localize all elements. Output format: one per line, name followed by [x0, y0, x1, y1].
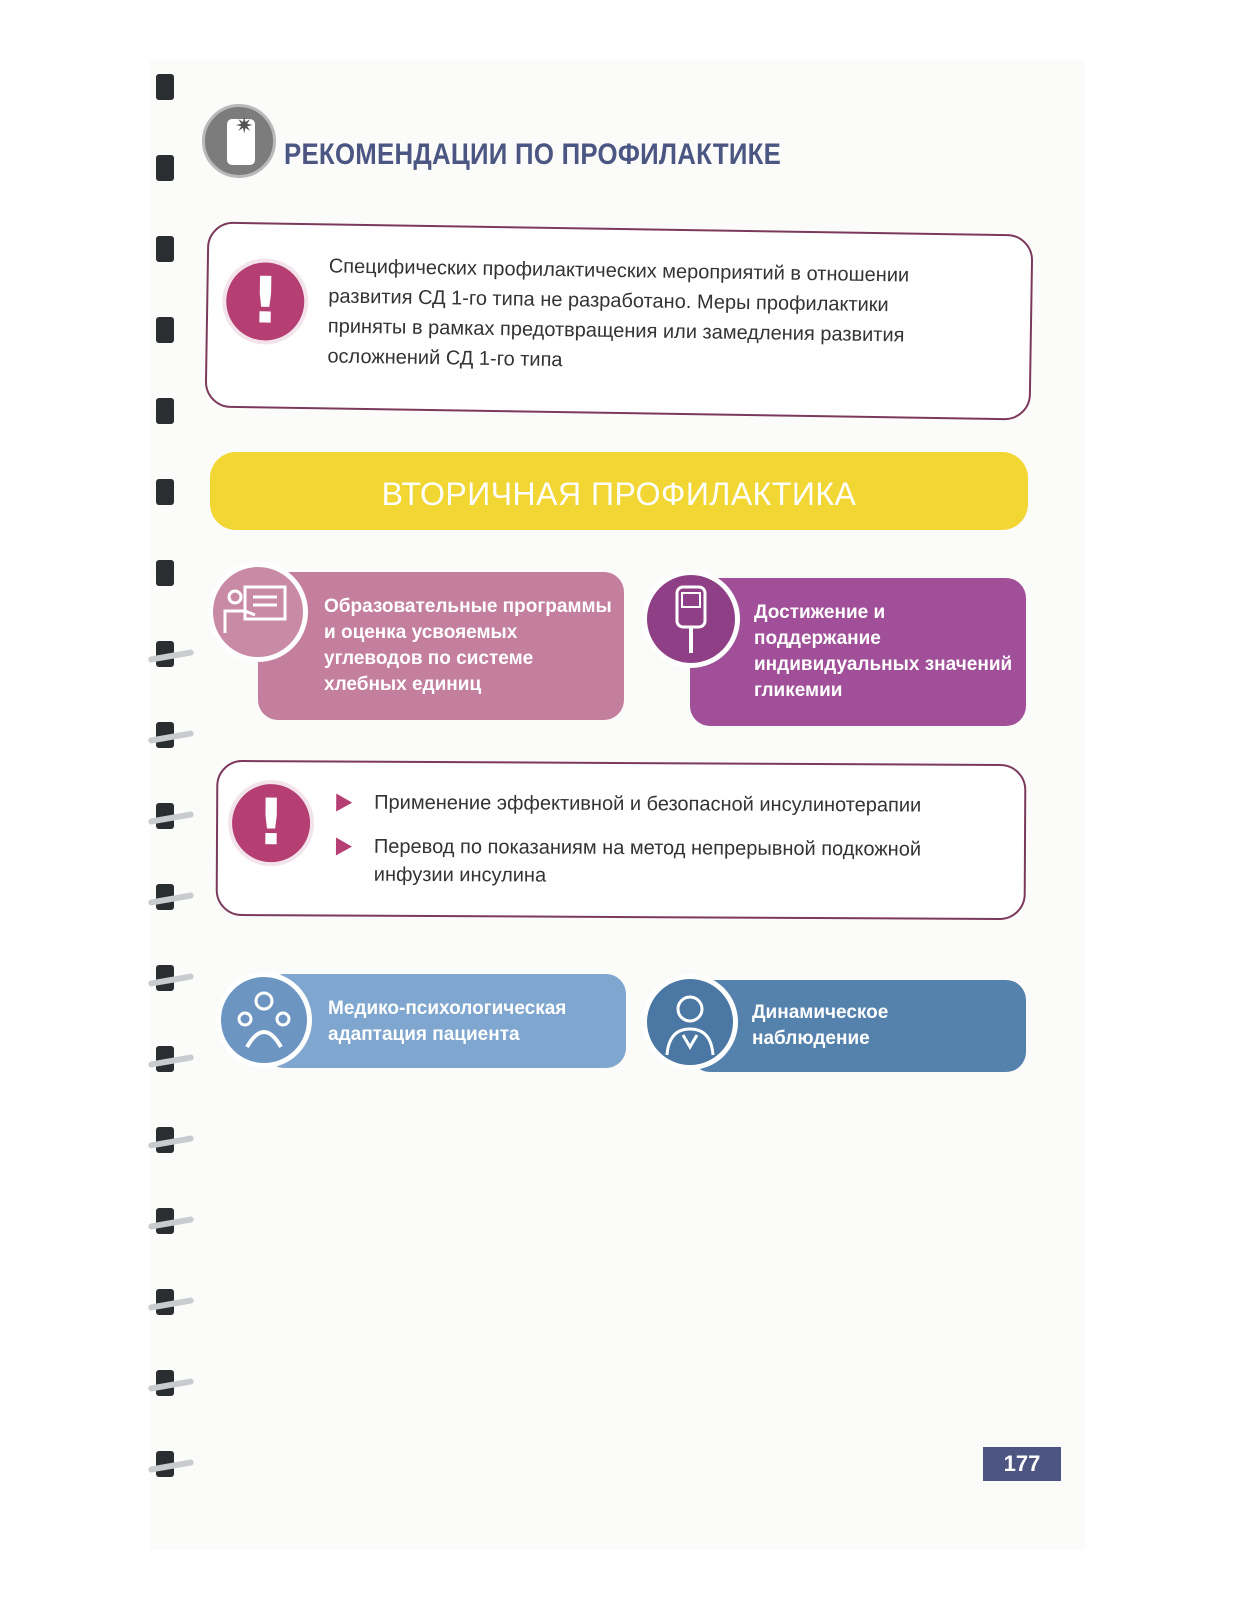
notice-text: Специфических профилактических мероприятий в отношении развития СД 1-го типа не разработано. Меры профилактики приняты в рамках предотвращения или замедления развития осложнений СД 1-го типа [327, 255, 910, 372]
notice-box-general [205, 222, 1034, 421]
spiral-ring [148, 475, 196, 507]
spiral-ring [148, 313, 196, 345]
spiral-ring [148, 880, 196, 912]
secondary-prevention-banner: ВТОРИЧНАЯ ПРОФИЛАКТИКА [210, 452, 1028, 530]
card-glycemia-text: Достижение и поддержание индивидуальных значений гликемии [754, 602, 1013, 701]
spiral-ring [148, 1204, 196, 1236]
spiral-ring [148, 1366, 196, 1398]
card-monitoring-text: Динамическое наблюдение [752, 1002, 889, 1049]
list-item: Перевод по показаниям на метод непрерывной подкожной инфузии инсулина [336, 833, 976, 892]
insulin-list [336, 789, 977, 908]
spiral-ring [148, 1123, 196, 1155]
spiral-ring [148, 718, 196, 750]
spiral-ring [148, 394, 196, 426]
spiral-ring [148, 232, 196, 264]
doctor-icon [642, 974, 738, 1070]
spiral-ring [148, 151, 196, 183]
page-number: 177 [983, 1447, 1061, 1481]
spiral-ring [148, 961, 196, 993]
spiral-ring [148, 1447, 196, 1479]
card-psychology-text: Медико-психологическая адаптация пациента [328, 998, 567, 1045]
spiral-ring [148, 70, 196, 102]
card-monitoring [690, 980, 1026, 1072]
exclamation-icon: ! [228, 780, 314, 866]
spiral-ring [148, 556, 196, 588]
teacher-presentation-icon [208, 562, 308, 662]
spiral-ring [148, 1285, 196, 1317]
list-item: Применение эффективной и безопасной инсулинотерапии [336, 789, 976, 820]
card-psychology [264, 974, 626, 1068]
card-glycemia [690, 578, 1026, 726]
notice-box-insulin [216, 760, 1027, 920]
triangle-bullet-icon [336, 838, 352, 856]
glucometer-icon [642, 570, 740, 668]
card-education [258, 572, 624, 720]
page-title: РЕКОМЕНДАЦИИ ПО ПРОФИЛАКТИКЕ [284, 138, 782, 171]
spiral-ring [148, 1042, 196, 1074]
family-care-icon [216, 972, 312, 1068]
phone-alert-icon: ✷ [202, 104, 276, 178]
spiral-ring [148, 799, 196, 831]
exclamation-icon: ! [222, 258, 309, 345]
spiral-ring [148, 637, 196, 669]
card-education-text: Образовательные программы и оценка усвояемых углеводов по системе хлебных единиц [324, 596, 612, 695]
section-header [202, 104, 1022, 194]
triangle-bullet-icon [336, 794, 352, 812]
